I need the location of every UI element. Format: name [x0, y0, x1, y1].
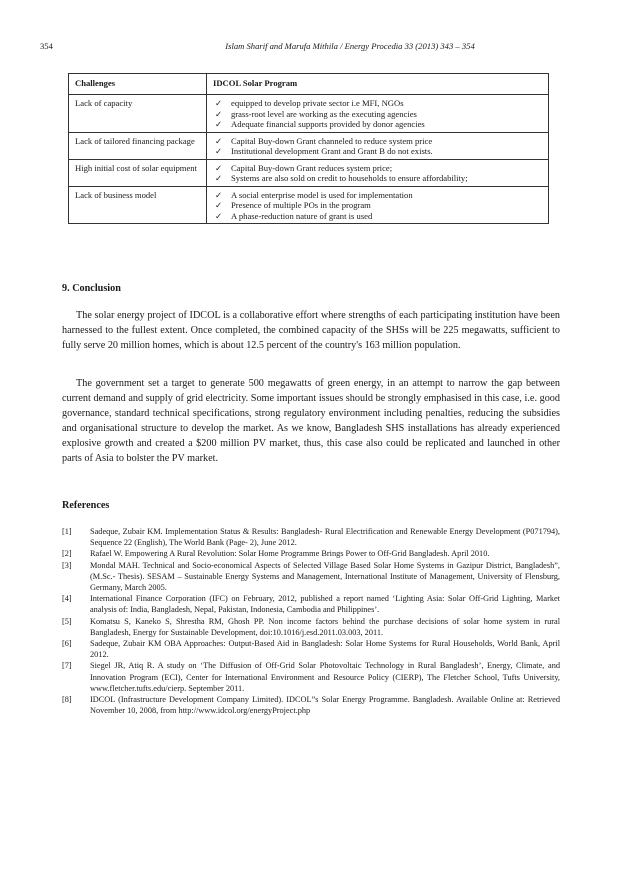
table-header-program: IDCOL Solar Program [207, 74, 549, 95]
table-row [69, 95, 549, 133]
reference-item [62, 560, 560, 594]
table-header-row [69, 74, 549, 95]
reference-number: [8] [62, 695, 72, 705]
references-list [62, 526, 560, 716]
checkmark-icon: ✓ [215, 135, 223, 146]
reference-number: [7] [62, 661, 72, 671]
list-item [213, 146, 543, 157]
page-header [40, 41, 600, 53]
conclusion-paragraph-1: The solar energy project of IDCOL is a collaborative effort where strengths of each participating institution have been harnessed to the fullest extent. Once completed, the combined capacity of the SHSs will be 225 megawatts, sufficient to fully serve 20 million homes, which is about 12.5 percent of the country's 163 million population. [62, 310, 560, 351]
reference-number: [3] [62, 560, 72, 570]
program-cell [207, 159, 549, 186]
list-item [213, 119, 543, 130]
challenge-cell: High initial cost of solar equipment [69, 159, 207, 186]
point-text: Capital Buy-down Grant channeled to reduce system price [231, 135, 433, 146]
program-cell [207, 132, 549, 159]
point-text: Presence of multiple POs in the program [231, 200, 371, 210]
reference-number: [1] [62, 527, 72, 536]
point-text: A phase-reduction nature of grant is used [231, 210, 373, 221]
point-text: Capital Buy-down Grant reduces system price; [231, 162, 393, 173]
point-text: A social enterprise model is used for implementation [231, 189, 413, 200]
point-text: Systems are also sold on credit to households to ensure affordability; [231, 173, 468, 183]
conclusion-heading: 9. Conclusion [62, 283, 121, 294]
reference-text: Sadeque, Zubair KM OBA Approaches: Output-Based Aid in Bangladesh: Solar Home Systems for Rural Households, World Bank, April 2012. [90, 639, 560, 660]
list-item [213, 163, 543, 174]
point-text: grass-root level are working as the executing agencies [231, 108, 417, 119]
checkmark-icon: ✓ [215, 189, 223, 200]
point-text: equipped to develop private sector i.e MFI, NGOs [231, 98, 404, 108]
page-number: 354 [40, 41, 53, 51]
checkmark-icon: ✓ [215, 162, 223, 173]
point-text: Adequate financial supports provided by donor agencies [231, 119, 425, 129]
reference-item [62, 548, 560, 559]
reference-item [62, 616, 560, 638]
program-cell [207, 186, 549, 224]
reference-item [62, 526, 560, 548]
reference-text: International Finance Corporation (IFC) on February, 2012, published a report named ‘Lighting Asia: Solar Off-Grid Lighting, Market analysis of: India, Bangladesh, Nepal, Pakistan, Indonesia, Cambodia and Philippines’. [90, 594, 560, 615]
table-header-challenges: Challenges [69, 74, 207, 95]
checkmark-icon: ✓ [215, 210, 223, 221]
list-item [213, 211, 543, 222]
list-item [213, 136, 543, 147]
challenge-cell: Lack of tailored financing package [69, 132, 207, 159]
table-row [69, 186, 549, 224]
reference-number: [4] [62, 594, 72, 604]
point-text: Institutional development Grant and Grant B do not exists. [231, 146, 433, 156]
reference-number: [6] [62, 639, 72, 649]
list-item [213, 200, 543, 211]
conclusion-paragraph-2: The government set a target to generate 500 megawatts of green energy, in an attempt to narrow the gap between current demand and supply of grid electricity. Some important issues should be strongly emphasised in this case, i.e. good governance, standard technical specifications, strong regulatory environment including penalties, reducing the subsidies and organisational structure to develop the market. As we know, Bangladesh SHS installations has already experienced explosive growth and created a $200 million PV market, thus, this case also could be replicated and launched in other parts of Asia to bolster the PV market. [62, 378, 560, 464]
checkmark-icon: ✓ [215, 200, 223, 210]
reference-item [62, 593, 560, 615]
challenges-table [68, 73, 549, 224]
reference-item [62, 660, 560, 694]
reference-text: IDCOL (Infrastructure Development Company Limited). IDCOL”s Solar Energy Programme. Bangladesh. Available Online at: Retrieved November 10, 2008, from http://www.idcol.org/energyProject.php [90, 695, 560, 716]
reference-text: Rafael W. Empowering A Rural Revolution: Solar Home Programme Brings Power to Off-Grid Bangladesh. April 2010. [90, 549, 490, 559]
table-row [69, 159, 549, 186]
checkmark-icon: ✓ [215, 98, 223, 108]
reference-text: Komatsu S, Kaneko S, Shrestha RM, Ghosh PP. Non income factors behind the purchase decisions of solar home system in rural Bangladesh, Energy for Sustainable Development, doi:10.1016/j.esd.2011.03.003, 2011. [90, 616, 560, 637]
reference-item [62, 638, 560, 660]
reference-text: Mondal MAH. Technical and Socio-economical Aspects of Selected Village Based Solar Home Systems in Gazipur District, Bangladesh”, (M.Sc.- Thesis). SESAM – Sustainable Energy Systems and Management, International Institute of Management, University of Flensburg, Germany, March 2005. [90, 560, 560, 593]
checkmark-icon: ✓ [215, 108, 223, 119]
reference-item [62, 694, 560, 716]
reference-text: Siegel JR, Atiq R. A study on ‘The Diffusion of Off-Grid Solar Photovoltaic Technology in Rural Bangladesh’, Energy, Climate, and Innovation Program (ECI), Center for International Environment and Resource Policy (CIERP), The Fletcher School, Tufts University, www.fletcher.tufts.edu/cierp. September 2011. [90, 661, 560, 693]
challenge-cell: Lack of business model [69, 186, 207, 224]
checkmark-icon: ✓ [215, 119, 223, 129]
list-item [213, 109, 543, 120]
reference-number: [2] [62, 549, 72, 559]
reference-number: [5] [62, 616, 72, 626]
list-item [213, 98, 543, 109]
reference-text: Sadeque, Zubair KM. Implementation Status & Results: Bangladesh- Rural Electrification and Renewable Energy Development (P071794), Sequence 22 (English), The World Bank (Page- 2), June 2012. [90, 527, 560, 548]
program-cell [207, 95, 549, 133]
running-head: Islam Sharif and Marufa Mithila / Energy Procedia 33 (2013) 343 – 354 [225, 41, 475, 51]
table-row [69, 132, 549, 159]
challenge-cell: Lack of capacity [69, 95, 207, 133]
checkmark-icon: ✓ [215, 173, 223, 183]
list-item [213, 190, 543, 201]
list-item [213, 173, 543, 184]
references-heading: References [62, 500, 110, 511]
checkmark-icon: ✓ [215, 146, 223, 156]
